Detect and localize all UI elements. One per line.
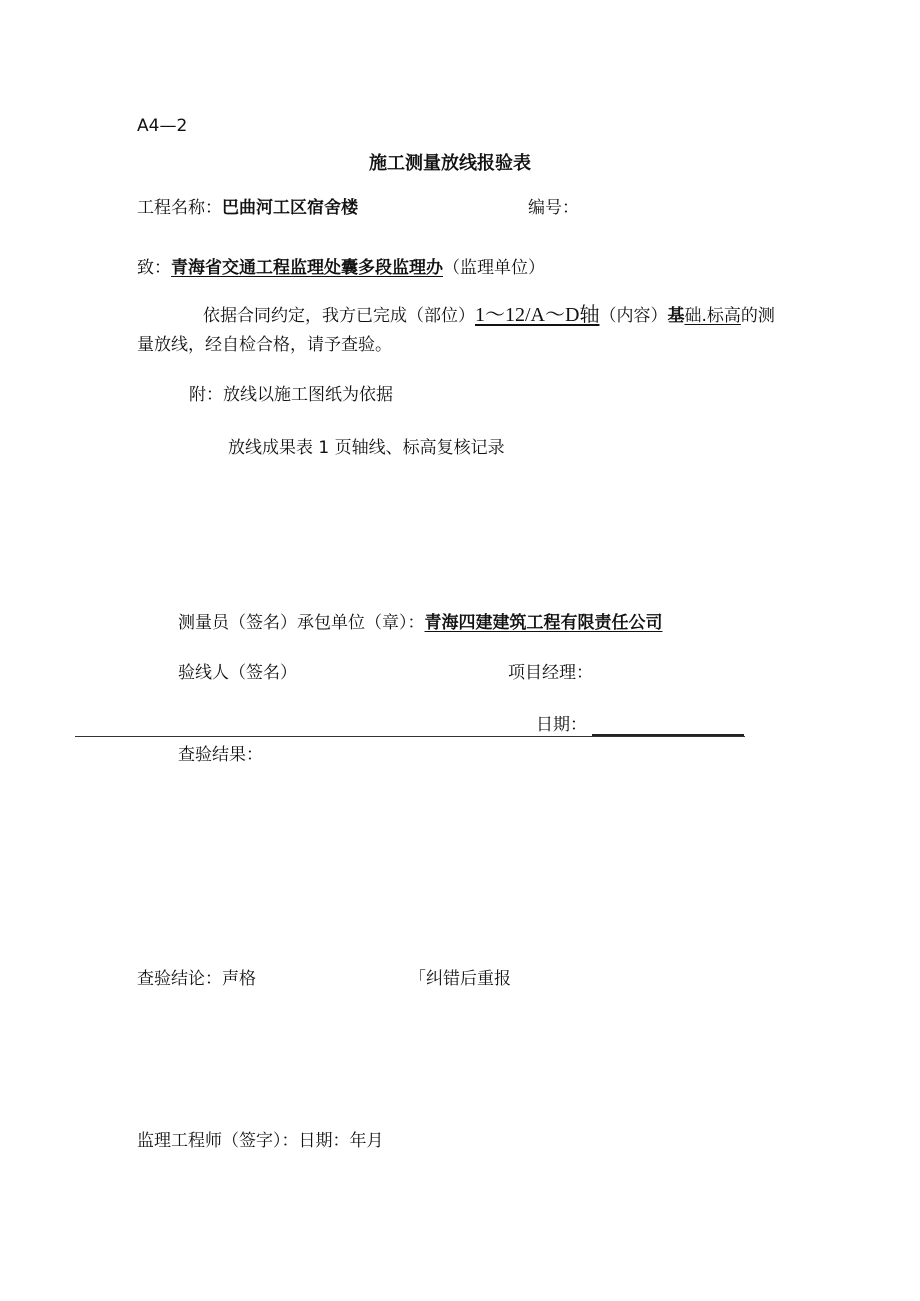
result-label: 查验结果： (178, 745, 263, 765)
supervision-org: 青海省交通工程监理处囊多段监理办 (171, 258, 443, 278)
form-title: 施工测量放线报验表 (369, 153, 531, 174)
addressee-row (137, 258, 545, 278)
conclusion-label: 查验结论：声格 (137, 969, 256, 989)
body-text-c: 的测 (740, 306, 775, 326)
attachment-line-2: 放线成果表 1 页轴线、标高复核记录 (228, 438, 505, 458)
project-label: 工程名称： (137, 198, 222, 218)
correction-option: 「纠错后重报 (409, 969, 511, 989)
surveyor-label: 测量员（签名）承包单位（章）： (178, 613, 425, 633)
to-suffix: （监理单位） (443, 258, 545, 278)
attachment-line-1: 附：放线以施工图纸为依据 (189, 385, 393, 405)
body-text-a: 依据合同约定，我方已完成（部位） (203, 306, 475, 326)
content-text-a: 基 (667, 306, 685, 326)
content-text-b: 础.标高 (684, 306, 741, 326)
body-text-b: （内容） (599, 306, 668, 326)
section-divider (75, 736, 745, 737)
form-code: A4—2 (137, 116, 188, 136)
axis-range: 1～12/A～D轴 (475, 304, 600, 326)
contractor-name: 青海四建建筑工程有限责任公司 (424, 613, 663, 633)
body-line-2: 量放线，经自检合格，请予查验。 (137, 335, 392, 355)
project-row (137, 198, 358, 218)
checker-label: 验线人（签名） (178, 663, 297, 683)
surveyor-row (178, 613, 663, 633)
number-label: 编号： (528, 198, 579, 218)
to-label: 致： (137, 258, 171, 278)
project-name: 巴曲河工区宿舍楼 (222, 198, 358, 218)
date-label: 日期： (536, 715, 587, 735)
body-line-1 (203, 303, 775, 327)
manager-label: 项目经理： (508, 663, 593, 683)
supervisor-line: 监理工程师（签字）：日期：年月 (137, 1131, 384, 1151)
